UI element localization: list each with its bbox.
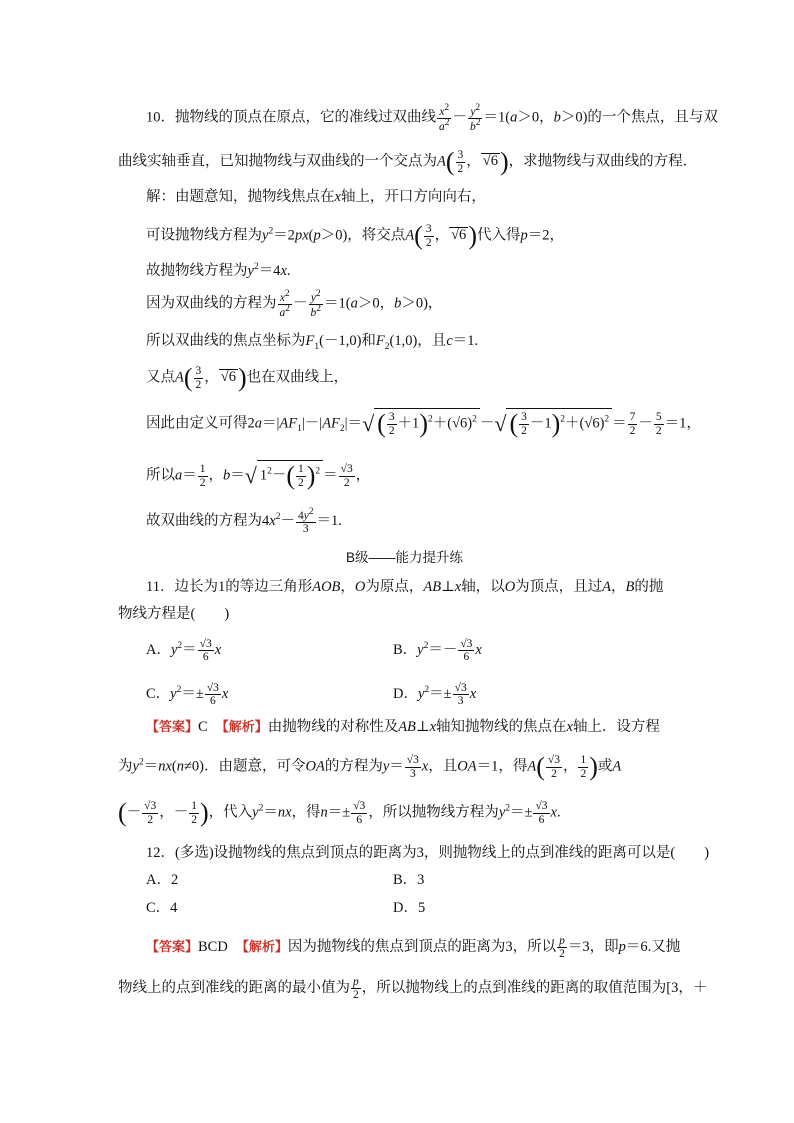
question-12-line-1: 12．(多选)设抛物线的焦点到顶点的距离为3，则抛物线上的点到准线的距离可以是( ) (146, 845, 710, 861)
answer-11-line-3: (－ $\frac{√3}{2}$ ，－ $\frac{1}{2}$ )，代入$y^2=nx$，得n＝± $\frac{√3}{6}$ ，所以抛物线方程为$y^2=\pm$ $\frac{√3}{6}$ x. (118, 798, 561, 827)
option-b[interactable]: B．$y^2=-$ $\frac{√3}{6}$ x (393, 638, 482, 664)
solution-line-2: 可设抛物线方程为$y^2=2px(p>0)$，将交点A( $\frac{3}{2}$ ， √6)代入得p＝2， (146, 221, 564, 250)
answer-12-line-1: 【答案】BCD 【解析】因为抛物线的焦点到顶点的距离为3，所以 $\frac{p}{2}$ ＝3，即p＝6.又抛 (146, 935, 681, 961)
section-heading: B级——能力提升练 (346, 550, 464, 565)
solution-line-3: 故抛物线方程为$y^2=4x$. (146, 262, 291, 279)
fraction: $\frac{y^2}{b^2}$ (470, 103, 481, 133)
option-d[interactable]: D．$y^2=\pm$ $\frac{√3}{3}$ x (393, 682, 477, 708)
answer-12-line-2: 物线上的点到准线的距离的最小值为 $\frac{p}{2}$ ，所以抛物线上的点到准线的距离的取值范围为[3，＋ (118, 976, 708, 1002)
option-c[interactable]: C．4 (146, 900, 178, 916)
option-a[interactable]: A．2 (146, 872, 179, 888)
answer-11-line-1: 【答案】C 【解析】由抛物线的对称性及AB⊥x轴知抛物线的焦点在x轴上．设方程 (146, 719, 660, 735)
solution-line-9: 故双曲线的方程为$4x^2-$ $\frac{4y^2}{3}$ ＝1. (146, 507, 342, 535)
solution-line-5: 所以双曲线的焦点坐标为$F_1(-1,0)$和$F_2(1,0)$，且c＝1. (146, 333, 479, 352)
answer-11-line-2: 为$y^2=nx(n\ne 0)$．由题意，可令OA的方程为y＝ $\frac{√3}{3}$ x，且OA＝1，得A( $\frac{√3}{2}$ ， $\frac{1}{2}$ )或A (118, 752, 622, 781)
solution-line-8: 所以a＝ $\frac{1}{2}$ ，b＝√ $1^2-$( $\frac{1}{2}$ )$^2$ ＝ $\frac{√3}{2}$ ， (146, 461, 371, 490)
solution-line-1: 解：由题意知，抛物线焦点在x轴上，开口方向向右， (146, 189, 486, 205)
solution-line-6: 又点A( $\frac{3}{2}$ ， √6)也在双曲线上， (146, 363, 349, 392)
problem-10-line-2: 曲线实轴垂直，已知抛物线与双曲线的一个交点为A( $\frac{3}{2}$ ， √6)，求抛物线与双曲线的方程． (118, 147, 698, 176)
option-c[interactable]: C．$y^2=\pm$ $\frac{√3}{6}$ x (146, 682, 229, 708)
problem-10-line-1: 10．抛物线的顶点在原点，它的准线过双曲线 $\frac{x^2}{a^2}$ － $\frac{y^2}{b^2}$ ＝1(a＞0，b＞0)的一个焦点，且与双 (146, 103, 718, 133)
option-d[interactable]: D．5 (393, 900, 426, 916)
fraction: $\frac{x^2}{a^2}$ (439, 103, 450, 133)
option-a[interactable]: A．$y^2=$ $\frac{√3}{6}$ x (146, 638, 222, 664)
question-11-line-2: 物线方程是( ) (118, 606, 230, 622)
solution-line-4: 因为双曲线的方程为 $\frac{x^2}{a^2}$ － $\frac{y^2}{b^2}$ ＝1(a＞0，b＞0)， (146, 289, 443, 319)
solution-line-7: 因此由定义可得$2a=|AF_1|-|AF_2|=√$ ( $\frac{3}{2}$ $+1)^2+(√6)^2$ －√ ( $\frac{3}{2}$ $-1)^2+(√6)^2$ ＝ $\frac{7}{2}$ － $\frac{5}{2}$ ＝1， (146, 409, 701, 438)
option-b[interactable]: B．3 (393, 872, 425, 888)
question-11-line-1: 11．边长为1的等边三角形AOB，O为原点，AB⊥x轴，以O为顶点，且过A，B的抛 (146, 579, 664, 595)
